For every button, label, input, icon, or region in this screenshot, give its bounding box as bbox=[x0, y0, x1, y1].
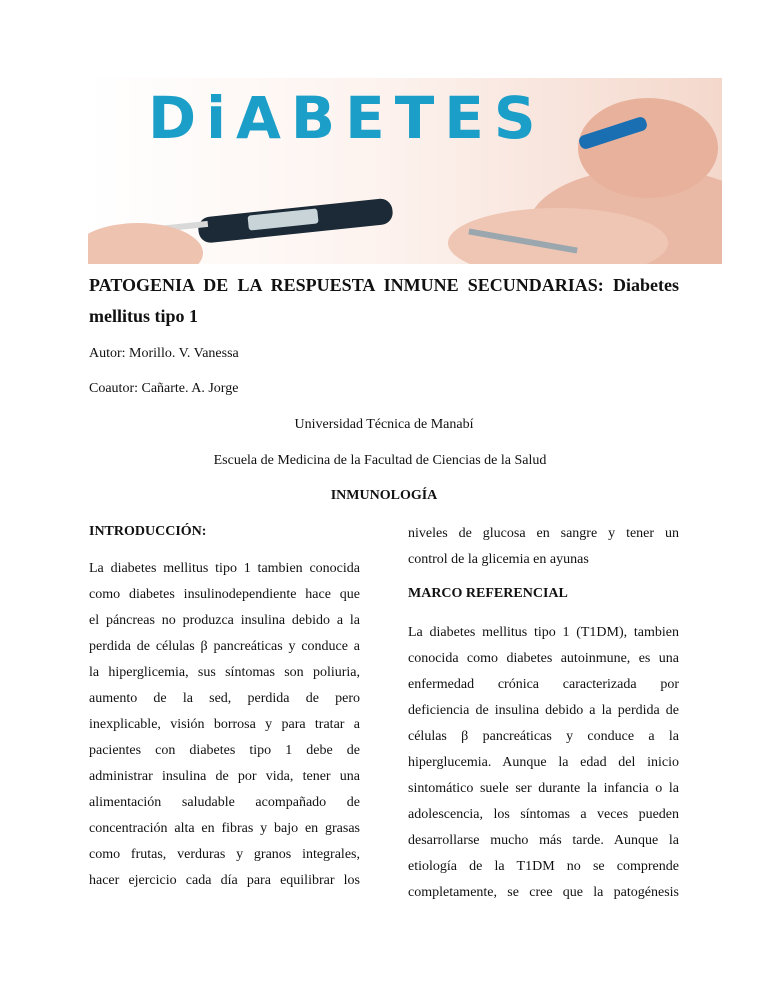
introduction-text bbox=[89, 556, 360, 894]
text-line: adolescencia, los síntomas a veces pueden bbox=[408, 807, 679, 822]
diabetes-banner-image bbox=[88, 78, 722, 264]
text-line: células β pancreáticas y conduce a la bbox=[408, 729, 679, 744]
text-line: la hiperglicemia, sus síntomas son poliuria, bbox=[89, 665, 360, 680]
text-line: hiperglucemia. Aunque la edad del inicio bbox=[408, 755, 679, 770]
text-line: alimentación saludable acompañado de bbox=[89, 795, 360, 810]
introduction-continued bbox=[408, 521, 679, 573]
text-line: niveles de glucosa en sangre y tener un bbox=[408, 526, 679, 541]
text-line: completamente, se cree que la patogénesis bbox=[408, 885, 679, 900]
text-line: como diabetes insulinodependiente hace que bbox=[89, 587, 360, 602]
text-line: sintomático suele ser durante la infancia o la bbox=[408, 781, 679, 796]
introduction-heading: INTRODUCCIÓN: bbox=[89, 524, 207, 539]
marco-referencial-text bbox=[408, 620, 679, 906]
text-line: como frutas, verduras y granos integrales, bbox=[89, 847, 360, 862]
article-title: PATOGENIA DE LA RESPUESTA INMUNE SECUNDARIAS: Diabetes mellitus tipo 1 bbox=[89, 275, 679, 326]
coauthor-line: Coautor: Cañarte. A. Jorge bbox=[89, 381, 239, 396]
text-line: administrar insulina de por vida, tener una bbox=[89, 769, 360, 784]
text-line: enfermedad crónica caracterizada por bbox=[408, 677, 679, 692]
subject-heading: INMUNOLOGÍA bbox=[330, 488, 438, 503]
text-line: etiología de la T1DM no se comprende bbox=[408, 859, 679, 874]
text-line: inexplicable, visión borrosa y para tratar a bbox=[89, 717, 360, 732]
text-line: aumento de la sed, perdida de pero bbox=[89, 691, 360, 706]
marco-referencial-heading: MARCO REFERENCIAL bbox=[408, 586, 568, 601]
text-line: control de la glicemia en ayunas bbox=[408, 552, 589, 567]
text-line: desarrollarse mucho más tarde. Aunque la bbox=[408, 833, 679, 848]
text-line: concentración alta en fibras y bajo en grasas bbox=[89, 821, 360, 836]
author-line: Autor: Morillo. V. Vanessa bbox=[89, 346, 239, 361]
text-line: conocida como diabetes autoinmune, es una bbox=[408, 651, 679, 666]
text-line: el páncreas no produzca insulina debido a la bbox=[89, 613, 360, 628]
banner-title: DiABETES bbox=[148, 84, 546, 152]
text-line: deficiencia de insulina debido a la perdida de bbox=[408, 703, 679, 718]
school-line: Escuela de Medicina de la Facultad de Ciencias de la Salud bbox=[213, 453, 547, 468]
text-line: La diabetes mellitus tipo 1 tambien conocida bbox=[89, 561, 360, 576]
text-line: perdida de células β pancreáticas y conduce a bbox=[89, 639, 360, 654]
text-line: La diabetes mellitus tipo 1 (T1DM), tambien bbox=[408, 625, 679, 640]
university-line: Universidad Técnica de Manabí bbox=[294, 417, 474, 432]
text-line: pacientes con diabetes tipo 1 debe de bbox=[89, 743, 360, 758]
text-line: hacer ejercicio cada día para equilibrar los bbox=[89, 873, 360, 888]
